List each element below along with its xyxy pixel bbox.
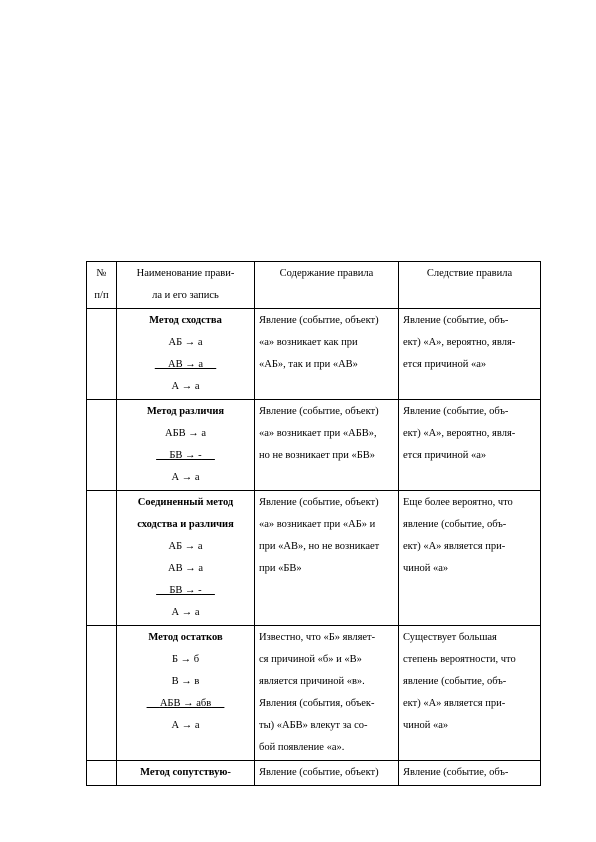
row-number-cell — [87, 626, 117, 761]
method-title: Метод сходства — [149, 315, 222, 326]
rule-consequence-cell: Явление (событие, объ- ект) «А», вероятно, явля- ется причиной «а» — [399, 309, 541, 400]
rule-name-cell — [117, 626, 255, 761]
formula: АВ → а — [168, 359, 203, 370]
formula: БВ → - — [169, 585, 202, 596]
rule-consequence-cell: Явление (событие, объ- ект) «А», вероятно, явля- ется причиной «а» — [399, 400, 541, 491]
rule-content-cell: Явление (событие, объект) «а» возникает при «АБВ», но не возникает при «БВ» — [255, 400, 399, 491]
rule-consequence-cell: Существует большая степень вероятности, что явление (событие, объ- ект) «А» является при- чиной «а» — [399, 626, 541, 761]
formula: АБ → а — [168, 337, 203, 348]
method-title: Метод сопутствую- — [140, 767, 231, 778]
method-title: сходства и различия — [137, 519, 234, 530]
method-title: Метод различия — [146, 406, 225, 417]
formula: АБ → а — [168, 541, 203, 552]
formula-result: А → а — [171, 381, 200, 392]
table-row — [87, 491, 541, 626]
rule-name-cell — [117, 761, 255, 786]
row-number-cell — [87, 400, 117, 491]
rule-content-cell: Известно, что «Б» являет- ся причиной «б» и «В» является причиной «в». Явления (события, объек- ты) «АБВ» влекут за со- бой появление «а». — [255, 626, 399, 761]
table-row — [87, 309, 541, 400]
formula: Б → б — [171, 654, 200, 665]
rule-content-cell: Явление (событие, объект) — [255, 761, 399, 786]
rule-content-cell: Явление (событие, объект) «а» возникает как при «АБ», так и при «АВ» — [255, 309, 399, 400]
method-title: Метод остатков — [148, 632, 223, 643]
formula: АБВ → а — [164, 428, 207, 439]
table-row — [87, 761, 541, 786]
formula-result: А → а — [171, 472, 200, 483]
formula-result: А → а — [171, 720, 200, 731]
rule-name-cell — [117, 309, 255, 400]
rules-table — [86, 261, 541, 786]
rule-name-cell — [117, 491, 255, 626]
row-number-cell — [87, 309, 117, 400]
formula: БВ → - — [169, 450, 202, 461]
formula: АБВ → абв — [159, 698, 212, 709]
rule-content-cell: Явление (событие, объект) «а» возникает при «АБ» и при «АВ», но не возникает при «БВ» — [255, 491, 399, 626]
header-rule-name: Наименование прави- ла и его запись — [117, 262, 255, 309]
method-title: Соединенный метод — [137, 497, 234, 508]
header-rule-consequence: Следствие правила — [399, 262, 541, 309]
row-number-cell — [87, 491, 117, 626]
header-number: № п/п — [87, 262, 117, 309]
formula-result: А → а — [171, 607, 200, 618]
header-rule-content: Содержание правила — [255, 262, 399, 309]
rule-name-cell — [117, 400, 255, 491]
formula: АВ → а — [168, 563, 203, 574]
table-row — [87, 626, 541, 761]
table-header-row — [87, 262, 541, 309]
rule-consequence-cell: Еще более вероятно, что явление (событие, объ- ект) «А» является при- чиной «а» — [399, 491, 541, 626]
row-number-cell — [87, 761, 117, 786]
rule-consequence-cell: Явление (событие, объ- — [399, 761, 541, 786]
table-row — [87, 400, 541, 491]
formula: В → в — [171, 676, 200, 687]
